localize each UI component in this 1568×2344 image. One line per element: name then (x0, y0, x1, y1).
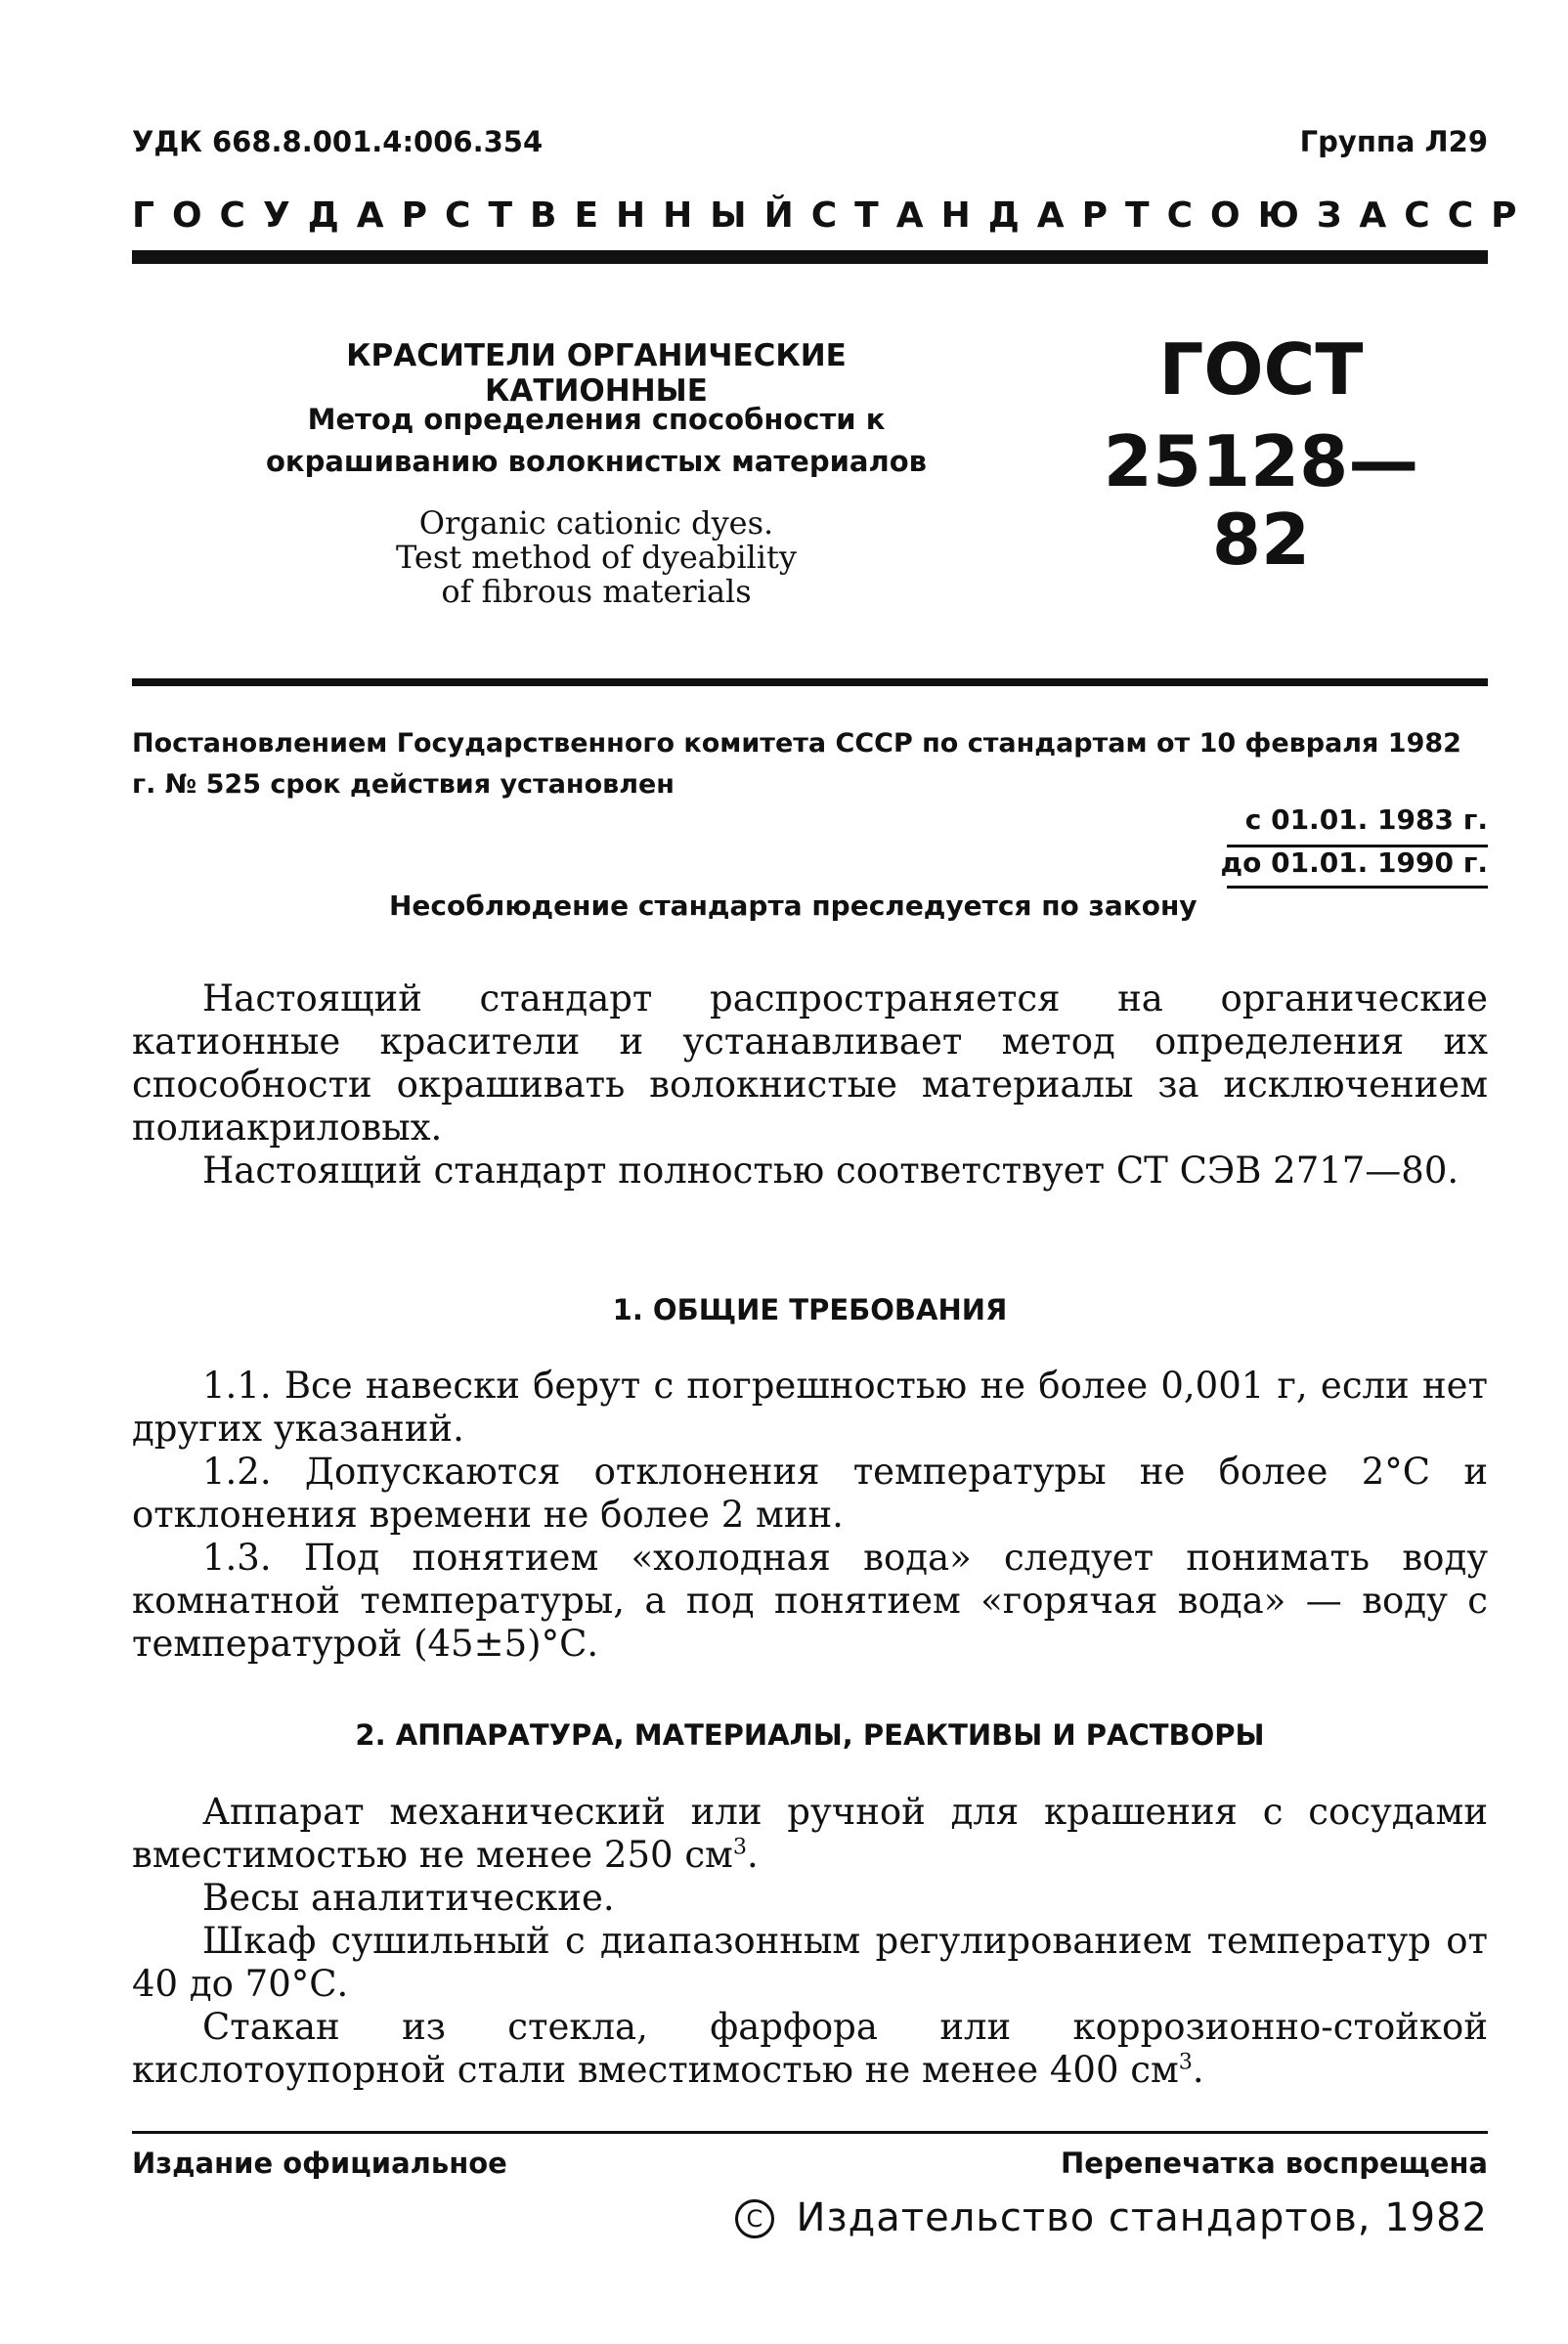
document-subtitle-line2: окрашиванию волокнистых материалов (265, 445, 928, 478)
section-1-paragraph-3: 1.3. Под понятием «холодная вода» следует понимать воду комнатной температуры, а под понятием «горячая вода» — воду с температурой (45±5)°С. (132, 1537, 1488, 1665)
section-2-paragraph-4-end: . (1192, 2049, 1204, 2091)
section-2-paragraph-1-text: Аппарат механический или ручной для крашения с сосудами вместимостью не менее 250 см (132, 1791, 1488, 1876)
violation-notice: Несоблюдение стандарта преследуется по закону (389, 890, 1198, 922)
section-2-paragraph-4 (132, 2006, 1488, 2092)
section-2-paragraph-1-sup: 3 (732, 1834, 747, 1860)
intro-paragraph-1: Настоящий стандарт распространяется на органические катионные красители и устанавливает метод определения их способности окрашивать волокнистые материалы за исключением полиакриловых. (132, 977, 1488, 1149)
validity-till: до 01.01. 1990 г. (1220, 846, 1488, 879)
english-title-line2: Test method of dyeability (396, 539, 797, 576)
state-word-3: СОЮЗА (1166, 195, 1405, 236)
reprint-prohibited-label: Перепечатка воспрещена (1061, 2147, 1488, 2180)
section-1-heading: 1. ОБЩИЕ ТРЕБОВАНИЯ (612, 1293, 1008, 1326)
section-1-body (132, 1365, 1488, 1666)
section-2-paragraph-1-end: . (746, 1834, 759, 1876)
state-word-2: СТАНДАРТ (810, 195, 1167, 236)
state-standard-line (132, 195, 1535, 236)
intro-section (132, 977, 1488, 1193)
gost-label: ГОСТ (1158, 328, 1364, 411)
copyright-line (735, 2195, 1488, 2240)
state-word-4: ССР (1404, 195, 1535, 236)
english-title-line1: Organic cationic dyes. (418, 504, 774, 542)
section-2-body (132, 1791, 1488, 2092)
udk-code: УДК 668.8.001.4:006.354 (132, 125, 544, 158)
section-2-paragraph-3: Шкаф сушильный с диапазонным регулированием температур от 40 до 70°С. (132, 1920, 1488, 2005)
validity-till-underline (1227, 886, 1488, 889)
state-word-1: ГОСУДАРСТВЕННЫЙ (132, 195, 811, 236)
section-2-paragraph-1 (132, 1791, 1488, 1877)
gost-number: 25128—82 (1103, 420, 1419, 581)
english-title (235, 506, 958, 609)
title-divider (132, 678, 1488, 686)
validity-from: с 01.01. 1983 г. (1244, 803, 1488, 836)
official-edition-label: Издание официальное (132, 2147, 507, 2180)
section-1-paragraph-2: 1.2. Допускаются отклонения температуры не более 2°С и отклонения времени не более 2 мин. (132, 1451, 1488, 1536)
section-2-heading: 2. АППАРАТУРА, МАТЕРИАЛЫ, РЕАКТИВЫ И РАСТВОРЫ (355, 1718, 1265, 1752)
copyright-icon: С (735, 2199, 774, 2238)
section-2-paragraph-2: Весы аналитические. (202, 1877, 615, 1919)
section-1-paragraph-1: 1.1. Все навески берут с погрешностью не более 0,001 г, если нет других указаний. (132, 1365, 1488, 1450)
english-title-line3: of fibrous materials (441, 573, 752, 610)
decree-text: Постановлением Государственного комитета СССР по стандартам от 10 февраля 1982 г. № 525 срок действия установлен (132, 728, 1461, 800)
header-divider (132, 250, 1488, 264)
footer-divider (132, 2131, 1488, 2134)
document-title: КРАСИТЕЛИ ОРГАНИЧЕСКИЕ КАТИОННЫЕ (346, 338, 847, 409)
document-subtitle-line1: Метод определения способности к (307, 403, 886, 436)
section-2-paragraph-4-text: Стакан из стекла, фарфора или коррозионно-стойкой кислотоупорной стали вместимостью не менее 400 см (132, 2006, 1488, 2091)
group-code: Группа Л29 (1299, 125, 1488, 158)
intro-paragraph-2: Настоящий стандарт полностью соответствует СТ СЭВ 2717—80. (202, 1150, 1459, 1192)
header-row (132, 125, 1488, 172)
section-2-paragraph-4-sup: 3 (1178, 2049, 1193, 2075)
copyright-text: Издательство стандартов, 1982 (796, 2195, 1488, 2240)
